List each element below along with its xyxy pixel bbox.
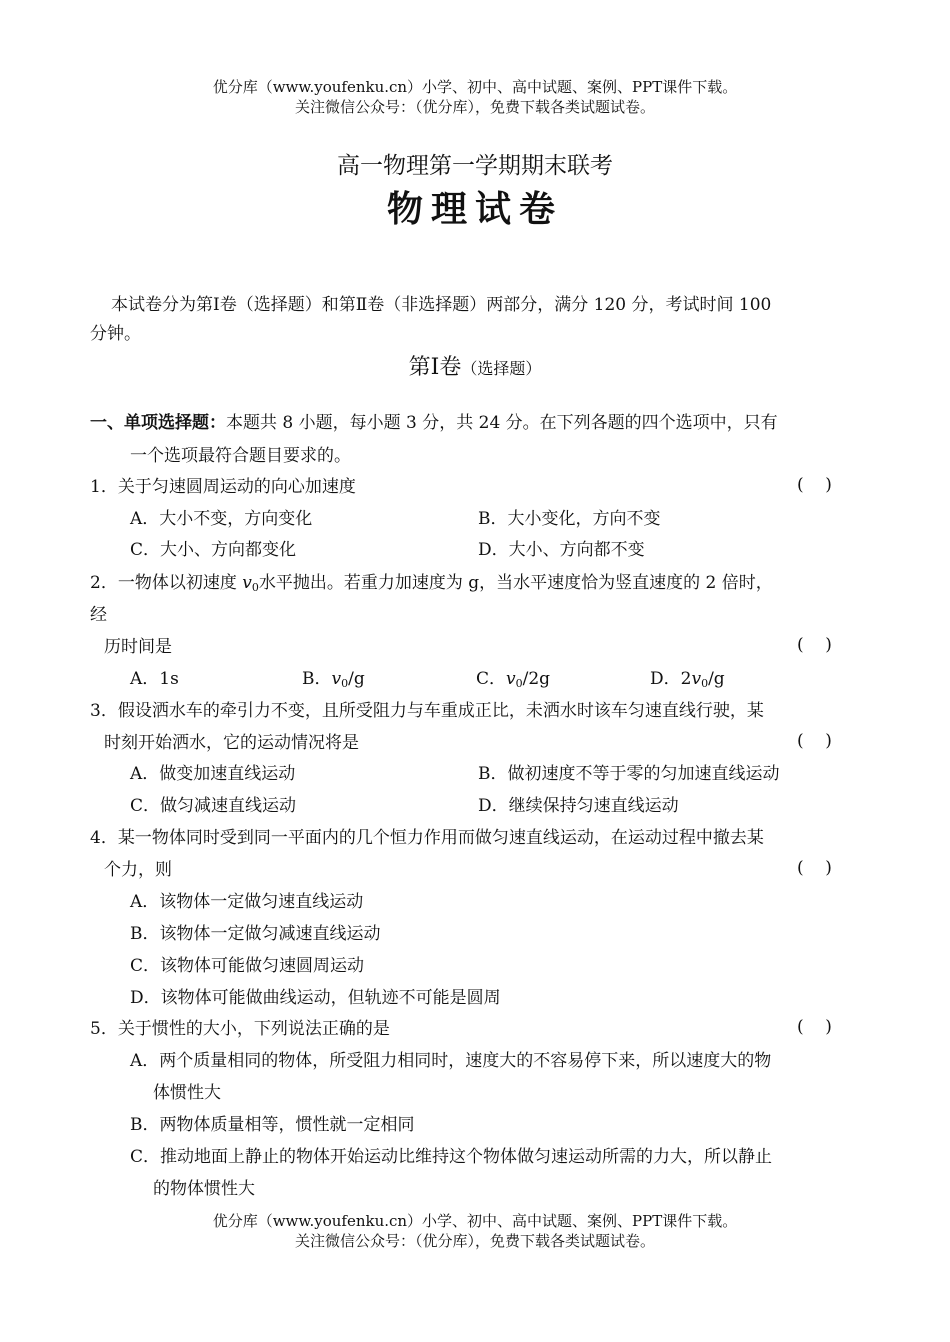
site-header-line2: 关注微信公众号：（优分库），免费下载各类试题试卷。 bbox=[294, 98, 655, 116]
q3-stem-line2: 时刻开始洒水，它的运动情况将是 bbox=[104, 733, 359, 753]
site-footer bbox=[0, 1211, 950, 1251]
intro-line1: 本试卷分为第Ⅰ卷（选择题）和第Ⅱ卷（非选择题）两部分，满分 120 分，考试时间 100 bbox=[111, 295, 772, 315]
section-heading: 一、单项选择题： bbox=[90, 413, 226, 433]
q2-option-b-label: B． bbox=[302, 669, 332, 689]
q2-option-b-tail: /g bbox=[348, 669, 365, 689]
q2-option-d-tail: /g bbox=[708, 669, 725, 689]
q1-option-a: A．大小不变，方向变化 bbox=[130, 509, 313, 529]
q5-option-c-line2: 的物体惯性大 bbox=[153, 1179, 255, 1199]
q5-option-a-line1: A．两个质量相同的物体，所受阻力相同时，速度大的不容易停下来，所以速度大的物 bbox=[130, 1051, 772, 1071]
q3-answer-blank[interactable]: ( ) bbox=[797, 731, 832, 751]
q1-option-d: D．大小、方向都不变 bbox=[478, 540, 645, 560]
section-instruction bbox=[90, 411, 778, 435]
exam-subtitle: 物理试卷 bbox=[386, 188, 563, 230]
q2-option-b bbox=[302, 667, 365, 696]
q4-option-d: D．该物体可能做曲线运动，但轨迹不可能是圆周 bbox=[130, 988, 501, 1008]
q2-answer-blank[interactable]: ( ) bbox=[797, 635, 832, 655]
q4-stem-line1: 4．某一物体同时受到同一平面内的几个恒力作用而做匀速直线运动，在运动过程中撤去某 bbox=[90, 828, 764, 848]
q1-answer-blank[interactable]: ( ) bbox=[797, 475, 832, 495]
section-title-note: （选择题） bbox=[461, 359, 542, 378]
section-instruction-line1: 本题共 8 小题，每小题 3 分，共 24 分。在下列各题的四个选项中，只有 bbox=[226, 413, 778, 433]
section-title bbox=[0, 350, 950, 381]
q2-option-d-v: v bbox=[691, 669, 702, 689]
q3-option-d: D．继续保持匀速直线运动 bbox=[478, 796, 679, 816]
exam-title: 高一物理第一学期期末联考 bbox=[337, 153, 613, 179]
q2-option-b-v: v bbox=[331, 669, 342, 689]
q2-stem-line2: 历时间是 bbox=[104, 637, 172, 657]
q5-option-b: B．两物体质量相等，惯性就一定相同 bbox=[130, 1115, 415, 1135]
q4-option-a: A．该物体一定做匀速直线运动 bbox=[130, 892, 364, 912]
site-footer-line1: 优分库（www.youfenku.cn）小学、初中、高中试题、案例、PPT课件下载。 bbox=[212, 1212, 738, 1230]
q3-option-a: A．做变加速直线运动 bbox=[130, 764, 296, 784]
q2-stem-post: 水平抛出。若重力加速度为 g，当水平速度恰为竖直速度的 2 倍时， bbox=[258, 573, 773, 593]
q2-option-c-sub: 0 bbox=[515, 677, 523, 690]
q2-option-d-label: D．2 bbox=[650, 669, 692, 689]
q2-option-c-v: v bbox=[506, 669, 516, 689]
site-footer-line2: 关注微信公众号：（优分库），免费下载各类试题试卷。 bbox=[294, 1232, 655, 1250]
q2-option-b-sub: 0 bbox=[341, 677, 349, 690]
q2-option-c bbox=[476, 667, 550, 696]
section-title-text: 第Ⅰ卷 bbox=[408, 355, 462, 380]
q2-v0-subscript: 0 bbox=[251, 581, 259, 594]
q2-option-d bbox=[650, 667, 725, 696]
q5-answer-blank[interactable]: ( ) bbox=[797, 1017, 832, 1037]
q2-option-c-label: C． bbox=[476, 669, 507, 689]
q2-v0-symbol: v bbox=[242, 573, 252, 593]
site-header-line1: 优分库（www.youfenku.cn）小学、初中、高中试题、案例、PPT课件下载。 bbox=[212, 78, 738, 96]
q4-answer-blank[interactable]: ( ) bbox=[797, 858, 832, 878]
q3-option-c: C．做匀减速直线运动 bbox=[130, 796, 297, 816]
site-header bbox=[0, 77, 950, 117]
q4-stem-line2: 个力，则 bbox=[104, 860, 172, 880]
q1-option-c: C．大小、方向都变化 bbox=[130, 540, 297, 560]
q2-stem-wrap: 经 bbox=[90, 605, 107, 625]
q2-option-a: A．1s bbox=[130, 669, 179, 689]
section-instruction-line2: 一个选项最符合题目要求的。 bbox=[130, 446, 351, 466]
q2-stem bbox=[90, 571, 773, 600]
intro-line2: 分钟。 bbox=[90, 324, 141, 344]
q1-option-b: B．大小变化，方向不变 bbox=[478, 509, 661, 529]
q5-option-a-line2: 体惯性大 bbox=[153, 1083, 221, 1103]
q2-option-c-tail: /2g bbox=[522, 669, 551, 689]
q2-option-d-sub: 0 bbox=[701, 677, 709, 690]
q5-option-c-line1: C．推动地面上静止的物体开始运动比维持这个物体做匀速运动所需的力大，所以静止 bbox=[130, 1147, 773, 1167]
q2-stem-pre: 2．一物体以初速度 bbox=[90, 573, 243, 593]
q1-stem: 1．关于匀速圆周运动的向心加速度 bbox=[90, 477, 356, 497]
q3-stem-line1: 3．假设洒水车的牵引力不变，且所受阻力与车重成正比，未洒水时该车匀速直线行驶，某 bbox=[90, 701, 764, 721]
q4-option-b: B．该物体一定做匀减速直线运动 bbox=[130, 924, 381, 944]
q4-option-c: C．该物体可能做匀速圆周运动 bbox=[130, 956, 365, 976]
q5-stem: 5．关于惯性的大小，下列说法正确的是 bbox=[90, 1019, 390, 1039]
q3-option-b: B．做初速度不等于零的匀加速直线运动 bbox=[478, 764, 780, 784]
